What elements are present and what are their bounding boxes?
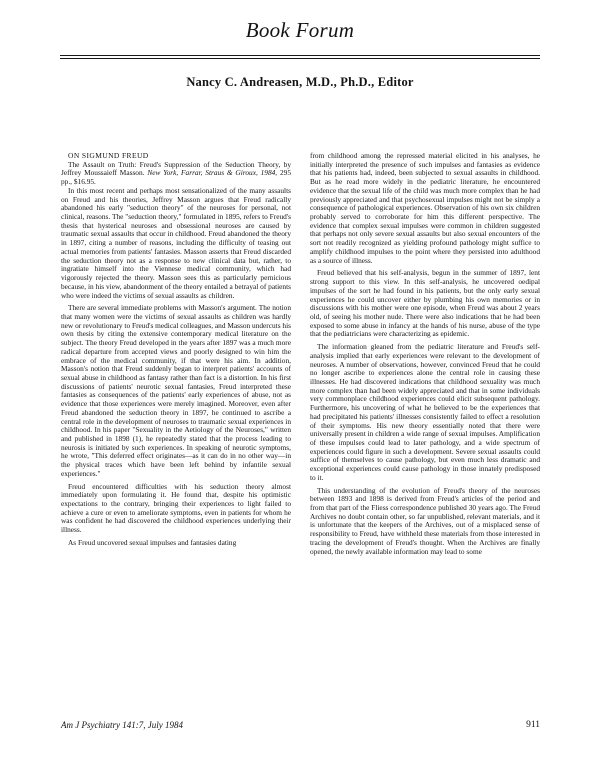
body-paragraph: As Freud uncovered sexual impulses and fantasies dating xyxy=(68,537,237,547)
right-column xyxy=(310,152,540,556)
body-paragraph: This understanding of the evolution of Freud's theory of the neuroses between 1893 and 1898 is derived from Freud's articles of the period and from that part of the Fliess correspondence published 30 years ago. The Freud Archives no doubt contain other, so far unpublished, relevant materials, and it is unfortunate that the keepers of the Archives, out of a misplaced sense of responsibility to Freud, have withheld these materials from those interested in tracing the development of Freud's thought. When the Archives are finally opened, the newly available information may lead to some xyxy=(310,485,540,556)
citation-title: The Assault on Truth: Freud's Suppression of the Seduction Theory, by Jeffrey Moussaieff Masson. xyxy=(61,159,291,178)
body-paragraph: There are several immediate problems with Masson's argument. The notion that many women were the victims of sexual assaults as children was hardly new or revolutionary to Freud's medical colleagues, and Masson undercuts his own thesis by citing the extensive contemporary medical literature on the subject. The theory Freud developed in the years after 1897 was a much more radical departure from accepted views and poorly designed to win him the embrace of the medical community, if that were his aim. In addition, Masson's notion that Freud suddenly began to interpret patients' accounts of sexual abuse in childhood as fantasy rather than fact is a distortion. In his first discussions of patients' neurotic sexual fantasies, Freud interpreted these fantasies as consequences of the patients' early experiences of abuse, not as evidence that those experiences were merely imagined. Moreover, even after Freud abandoned the seduction theory in 1897, he continued to ascribe a central role in the development of neuroses to traumatic sexual experiences in childhood. In his paper "Sexuality in the Aetiology of the Neuroses," written and published in 1898 (1), he repeatedly stated that the process leading to neurosis is initiated by such experiences. In speaking of neurotic symptoms, he wrote, "This deferred effect originates—as it can do in no other way—in the physical traces which have been left behind by infantile sexual experiences." xyxy=(61,303,291,478)
header-rule-top xyxy=(60,55,540,56)
body-paragraph: from childhood among the repressed material elicited in his analyses, he initially interpreted the presence of such impulses and fantasies as evidence that his patients had, indeed, been subjected to sexual assaults in childhood. But as he read more widely in the pediatric literature, he encountered evidence that the sexual life of the child was much more complex than he had previously appreciated and that psychosexual impulses might not be simply a consequence of pathological experiences. Observation of his own six children probably served to corroborate for him this different perspective. The evidence that complex sexual impulses were common in children suggested that perhaps not only severe sexual assaults but also sexual encounters of the sort not readily recognized as yielding profound pathology might suffice to amplify childhood impulses to the point where they persisted into adulthood as a source of illness. xyxy=(310,151,540,265)
header-rule-bottom xyxy=(60,58,540,59)
body-paragraph: Freud believed that his self-analysis, begun in the summer of 1897, lent strong support to this view. In this self-analysis, he uncovered oedipal impulses of the sort he had found in his patients, but the only early sexual experiences he could uncover either by plumbing his own memories or in discussions with his mother were one episode, when Freud was about 2 years old, of seeing his mother nude. There were also indications that he had been exposed to some abuse in infancy at the hands of his nurse, abuse of the type that the pediatricians were characterizing as epidemic. xyxy=(310,268,540,339)
body-paragraph: Freud encountered difficulties with his seduction theory almost immediately upon formulating it. He found that, despite his optimistic expectations to the contrary, bringing their experiences to light failed to achieve a cure or even to ameliorate symptoms, even in patients for whom he was confident he had discovered the childhood experiences underlying their illness. xyxy=(61,481,291,535)
citation-publisher: New York, Farrar, Straus & Giroux, 1984, xyxy=(147,168,278,178)
body-paragraph: In this most recent and perhaps most sensationalized of the many assaults on Freud and his theories, Jeffrey Masson argues that Freud radically abandoned his early "seduction theory" of the neuroses for personal, not clinical, reasons. The "seduction theory," formulated in 1895, refers to Freud's thesis that hysterical neuroses and obsessional neuroses are caused by traumatic sexual assaults that occur in childhood. Freud abandoned the theory in 1897, citing a number of reasons, including the difficulty of teasing out actual memories from patients' fantasies. Masson asserts that Freud discarded the seduction theory not as a response to new clinical data but, rather, to ingratiate himself into the Viennese medical community, which had vigorously rejected the theory. Masson sees this as particularly pernicious because, in his view, abandonment of the theory entailed a betrayal of patients who were indeed the victims of sexual assaults as children. xyxy=(61,185,291,300)
body-paragraph: The information gleaned from the pediatric literature and Freud's self-analysis implied that early experiences were relevant to the development of neuroses. A number of observations, however, convinced Freud that he could no longer ascribe to experiences alone the central role in causing these illnesses. He had discovered indications that childhood sexuality was much more complex than had been widely appreciated and that in some individuals very commonplace childhood experiences could elicit subsequent pathology. Furthermore, his uncovering of what he believed to be the experiences that had precipitated his patients' illnesses consistently failed to effect a resolution of their symptoms. His new theory essentially noted that there were universally present in children a wide range of sexual impulses. Amplification of these impulses could lead to later pathology, and a wide spectrum of experiences could figure in such a development. Severe sexual assaults could suffice of themselves to cause pathology, but even much less dramatic and exceptional experiences could cause pathology in those innately predisposed to it. xyxy=(310,342,540,482)
journal-citation-footer: Am J Psychiatry 141:7, July 1984 xyxy=(61,720,183,730)
editor-line: Nancy C. Andreasen, M.D., Ph.D., Editor xyxy=(186,75,414,89)
review-heading: ON SIGMUND FREUD xyxy=(68,151,149,160)
page-number: 911 xyxy=(526,720,540,730)
citation-pages-price: 295 pp., $16.95. xyxy=(61,168,291,187)
section-title: Book Forum xyxy=(245,18,355,42)
left-column xyxy=(61,152,291,548)
book-citation xyxy=(61,161,291,187)
